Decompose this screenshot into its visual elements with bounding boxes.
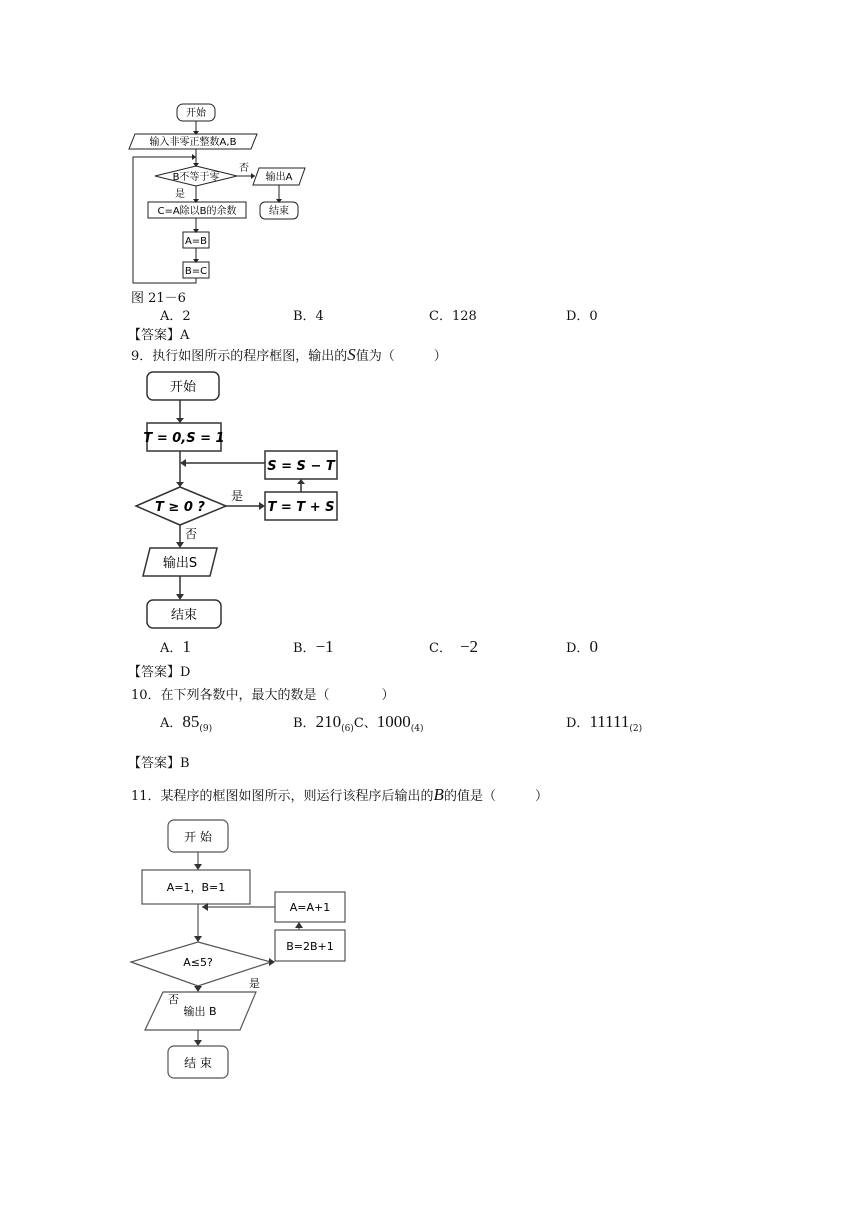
q8-input: 输入非零正整数A,B: [149, 137, 237, 148]
q9-init: T = 0,S = 1: [143, 431, 225, 446]
q9-question-suffix: 值为（ ）: [355, 349, 447, 364]
q8-option-a: A．2: [160, 309, 191, 324]
q9-question: [131, 345, 447, 365]
q9-yes: 是: [231, 489, 244, 503]
q9-option-a-value: 1: [182, 637, 191, 656]
q8-option-b: B．4: [293, 309, 324, 324]
q10-option-c-base: (4): [410, 724, 424, 734]
q11-end: 结 束: [184, 1056, 212, 1070]
q11-question-prefix: 11．某程序的框图如图所示，则运行该程序后输出的: [131, 789, 434, 804]
q11-init: A=1，B=1: [166, 881, 226, 894]
q8-step2: A=B: [184, 236, 208, 247]
q8-end: 结束: [269, 206, 289, 217]
q9-step2: S = S − T: [267, 459, 335, 474]
q10-option-b-value: 210: [315, 712, 342, 731]
q10-option-c-value: 1000: [376, 712, 411, 731]
q10-option-d-base: (2): [629, 724, 643, 734]
q11-step1: B=2B+1: [286, 940, 334, 953]
q8-no: 否: [239, 163, 249, 174]
q8-option-d: D．0: [566, 309, 598, 324]
q10-question: 10．在下列各数中，最大的数是（ ）: [131, 688, 395, 703]
q11-cond: A≤5?: [183, 956, 213, 969]
flowchart-q9: [130, 366, 340, 634]
q9-option-d-letter: D．: [566, 641, 590, 656]
q9-answer: 【答案】D: [128, 665, 191, 680]
q11-start: 开 始: [184, 830, 212, 844]
q9-no: 否: [185, 527, 198, 541]
q9-output: 输出S: [162, 556, 198, 571]
q10-option-b-base: (6): [341, 724, 354, 734]
q11-question-var: B: [433, 785, 444, 804]
flowchart-q11: [128, 818, 350, 1082]
q9-option-d-value: 0: [589, 637, 598, 656]
q10-option-a-value: 85: [182, 712, 200, 731]
q11-step2: A=A+1: [289, 901, 331, 914]
q10-option-d-value: 11111: [589, 712, 630, 731]
q11-question: [131, 785, 548, 805]
q10-option-a-letter: A．: [160, 716, 183, 731]
q9-option-c-letter: C．: [429, 641, 452, 656]
q11-no: 否: [168, 993, 179, 1006]
q8-step3: B=C: [184, 266, 208, 277]
q9-option-a-letter: A．: [160, 641, 183, 656]
q8-step1: C=A除以B的余数: [157, 206, 237, 217]
q8-answer: 【答案】A: [128, 328, 190, 343]
q9-step1: T = T + S: [267, 500, 335, 515]
q8-yes: 是: [175, 189, 185, 200]
q10-option-d: [566, 712, 642, 734]
q11-output: 输出 B: [183, 1005, 217, 1018]
q9-option-c-value: −2: [459, 637, 479, 656]
q9-question-var: S: [347, 345, 356, 364]
q9-option-b-letter: B．: [293, 641, 316, 656]
q9-option-d: [566, 637, 598, 657]
q10-option-a: [160, 712, 212, 734]
q8-figure-caption: 图 21－6: [131, 291, 186, 306]
flowchart-q8: [125, 100, 315, 288]
q10-answer: 【答案】B: [128, 756, 190, 771]
q10-option-b-letter: B．: [293, 716, 316, 731]
q10-option-a-base: (9): [199, 724, 213, 734]
q9-cond: T ≥ 0 ?: [155, 500, 205, 515]
q11-yes: 是: [249, 977, 260, 990]
q8-start: 开始: [186, 108, 206, 119]
q9-option-b-value: −1: [315, 637, 334, 656]
q8-option-c: C．128: [429, 309, 477, 324]
q8-output: 输出A: [265, 172, 293, 183]
q9-question-prefix: 9．执行如图所示的程序框图，输出的: [131, 349, 348, 364]
q9-end: 结束: [170, 608, 198, 623]
q9-option-c: [429, 637, 478, 657]
q11-question-suffix: 的值是（ ）: [443, 789, 548, 804]
q10-option-d-letter: D．: [566, 716, 590, 731]
q9-option-b: [293, 637, 334, 657]
q10-option-c-letter: C、: [353, 716, 377, 731]
q8-cond: B不等于零: [172, 172, 220, 183]
q9-option-a: [160, 637, 191, 657]
q9-start: 开始: [169, 380, 197, 395]
q10-option-bc: [293, 712, 424, 734]
